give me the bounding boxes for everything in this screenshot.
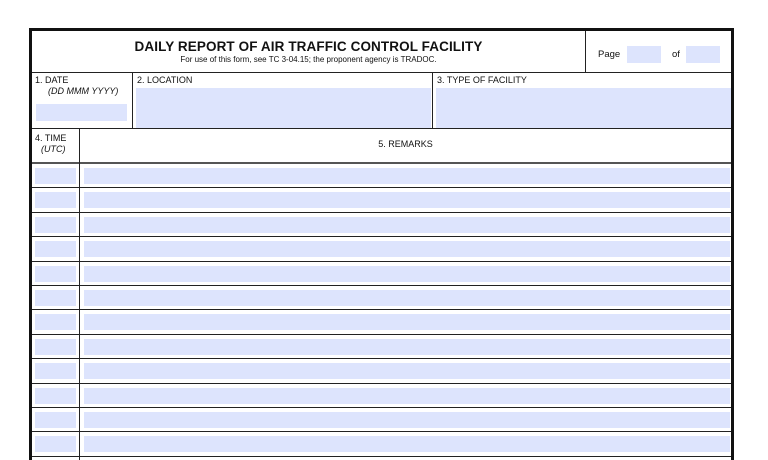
remarks-input[interactable]: [84, 241, 730, 257]
location-label: 2. LOCATION: [137, 75, 193, 85]
row-divider: [32, 431, 731, 432]
remarks-input[interactable]: [84, 192, 730, 208]
page-number-input[interactable]: [627, 46, 661, 63]
remarks-input[interactable]: [84, 388, 730, 404]
remarks-input[interactable]: [84, 339, 730, 355]
time-input[interactable]: [35, 168, 76, 184]
time-input[interactable]: [35, 266, 76, 282]
remarks-input[interactable]: [84, 412, 730, 428]
time-input[interactable]: [35, 339, 76, 355]
row-divider: [32, 285, 731, 286]
time-header: 4. TIME: [35, 133, 67, 143]
time-format-hint: (UTC): [41, 144, 66, 154]
time-input[interactable]: [35, 290, 76, 306]
header-divider: [32, 72, 731, 73]
time-input[interactable]: [35, 363, 76, 379]
row-divider: [32, 334, 731, 335]
date-label: 1. DATE: [35, 75, 69, 85]
time-input[interactable]: [35, 192, 76, 208]
remarks-input[interactable]: [84, 363, 730, 379]
row-divider: [32, 383, 731, 384]
facility-type-input[interactable]: [436, 88, 731, 128]
location-input[interactable]: [136, 88, 431, 128]
page-label: Page: [598, 49, 621, 60]
remarks-input[interactable]: [84, 314, 730, 330]
air-traffic-daily-report-form: [29, 28, 734, 460]
remarks-input[interactable]: [84, 436, 730, 452]
remarks-header: 5. REMARKS: [378, 139, 433, 149]
page-total-input[interactable]: [686, 46, 720, 63]
time-input[interactable]: [35, 412, 76, 428]
time-input[interactable]: [35, 388, 76, 404]
date-divider: [132, 72, 133, 129]
row-divider: [32, 456, 731, 457]
facility-type-label: 3. TYPE OF FACILITY: [437, 75, 527, 85]
row-divider: [32, 358, 731, 359]
date-format-hint: (DD MMM YYYY): [48, 86, 119, 96]
remarks-input[interactable]: [84, 290, 730, 306]
remarks-input[interactable]: [84, 217, 730, 233]
row-divider: [32, 212, 731, 213]
remarks-input[interactable]: [84, 168, 730, 184]
of-label: of: [672, 49, 680, 60]
time-input[interactable]: [35, 241, 76, 257]
form-subtitle: For use of this form, see TC 3-04.15; the proponent agency is TRADOC.: [180, 55, 437, 64]
time-input[interactable]: [35, 217, 76, 233]
remarks-input[interactable]: [84, 266, 730, 282]
page-divider: [585, 31, 586, 72]
row-divider: [32, 261, 731, 262]
row-divider: [32, 236, 731, 237]
table-header-divider: [32, 162, 731, 164]
row-divider: [32, 187, 731, 188]
location-divider: [432, 72, 433, 129]
time-input[interactable]: [35, 314, 76, 330]
form-title: DAILY REPORT OF AIR TRAFFIC CONTROL FACILITY: [134, 39, 483, 54]
info-row-divider: [32, 128, 731, 129]
time-input[interactable]: [35, 436, 76, 452]
date-input[interactable]: [36, 104, 127, 121]
row-divider: [32, 309, 731, 310]
row-divider: [32, 407, 731, 408]
time-column-divider: [79, 129, 80, 460]
